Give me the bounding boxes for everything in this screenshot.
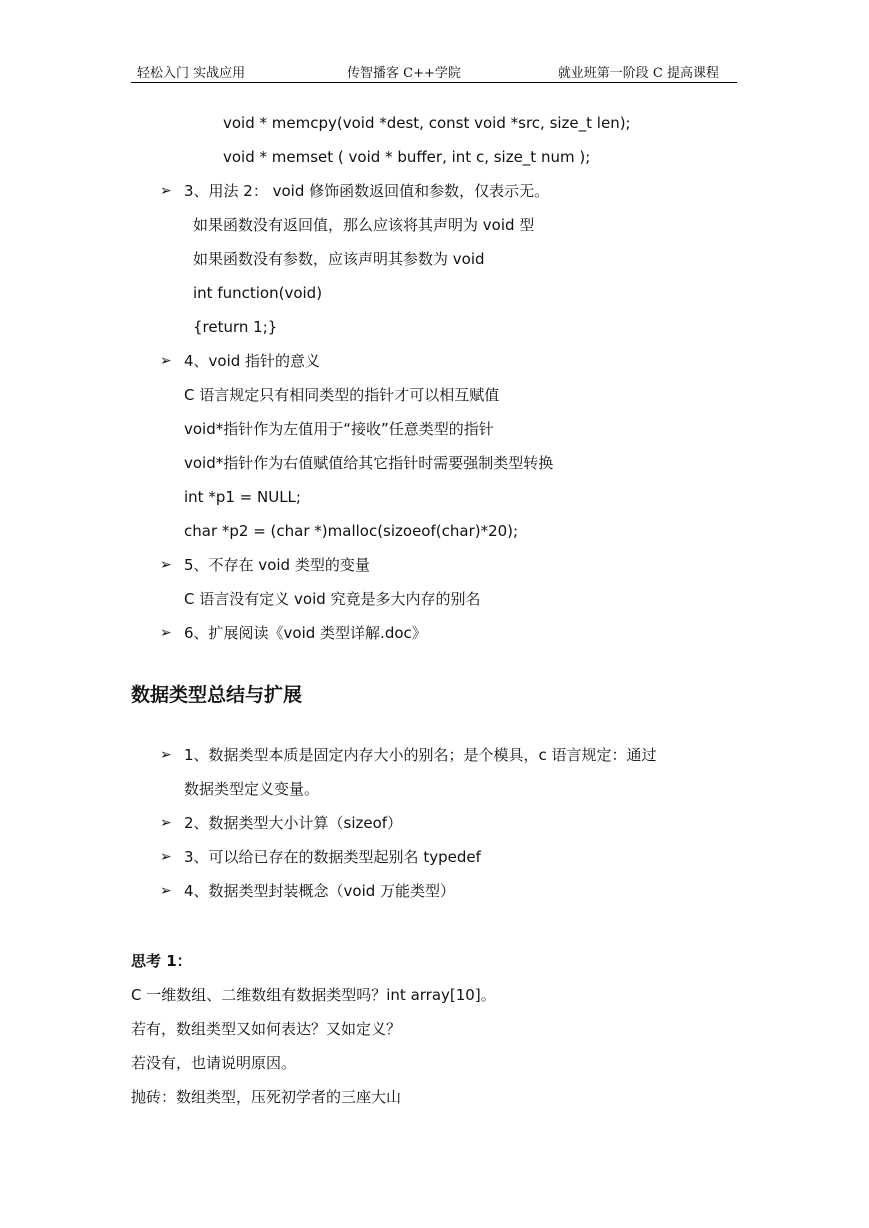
think-line: 若有，数组类型又如何表达？又如定义？ [131,1020,402,1038]
void-pointer-title: 4、void 指针的意义 [184,352,321,370]
bullet-arrow-icon: ➢ [160,183,172,199]
void-pointer-code-line: char *p2 = (char *)malloc(sizoeof(char)*20); [184,522,519,540]
void-pointer-line: void*指针作为左值用于“接收”任意类型的指针 [184,420,494,438]
header-left-text: 轻松入门 实战应用 [137,66,246,81]
think-title: 思考 1： [131,952,192,970]
think-line: C 一维数组、二维数组有数据类型吗？int array[10]。 [131,986,496,1004]
memcpy-code-line: void * memcpy(void *dest, const void *src, size_t len); [223,114,631,132]
memset-code-line: void * memset ( void * buffer, int c, size_t num ); [223,148,591,166]
void-pointer-line: C 语言规定只有相同类型的指针才可以相互赋值 [184,386,500,404]
bullet-arrow-icon: ➢ [160,557,172,573]
usage2-title: 3、用法 2： void 修饰函数返回值和参数，仅表示无。 [184,182,550,200]
think-line: 抛砖：数组类型，压死初学者的三座大山 [131,1088,402,1106]
no-void-var-title: 5、不存在 void 类型的变量 [184,556,370,574]
no-void-var-line: C 语言没有定义 void 究竟是多大内存的别名 [184,590,481,608]
summary-item: 2、数据类型大小计算（sizeof） [184,814,403,832]
usage2-line: 如果函数没有参数，应该声明其参数为 void [193,250,485,268]
bullet-arrow-icon: ➢ [160,747,172,763]
usage2-code-line: int function(void) [193,284,323,302]
header-right-text: 就业班第一阶段 C 提高课程 [557,66,719,81]
summary-item: 1、数据类型本质是固定内存大小的别名；是个模具，c 语言规定：通过 [184,746,657,764]
extended-reading-title: 6、扩展阅读《void 类型详解.doc》 [184,624,427,642]
summary-item: 3、可以给已存在的数据类型起别名 typedef [184,848,481,866]
bullet-arrow-icon: ➢ [160,883,172,899]
bullet-arrow-icon: ➢ [160,353,172,369]
section-heading: 数据类型总结与扩展 [131,684,303,706]
header-center-text: 传智播客 C++学院 [347,66,461,81]
summary-item-continuation: 数据类型定义变量。 [184,780,320,798]
think-line: 若没有，也请说明原因。 [131,1054,297,1072]
bullet-arrow-icon: ➢ [160,815,172,831]
void-pointer-line: void*指针作为右值赋值给其它指针时需要强制类型转换 [184,454,554,472]
summary-item: 4、数据类型封装概念（void 万能类型） [184,882,456,900]
usage2-code-line: {return 1;} [193,318,278,336]
bullet-arrow-icon: ➢ [160,849,172,865]
void-pointer-code-line: int *p1 = NULL; [184,488,301,506]
page-header [131,58,737,83]
usage2-line: 如果函数没有返回值，那么应该将其声明为 void 型 [193,216,535,234]
bullet-arrow-icon: ➢ [160,625,172,641]
